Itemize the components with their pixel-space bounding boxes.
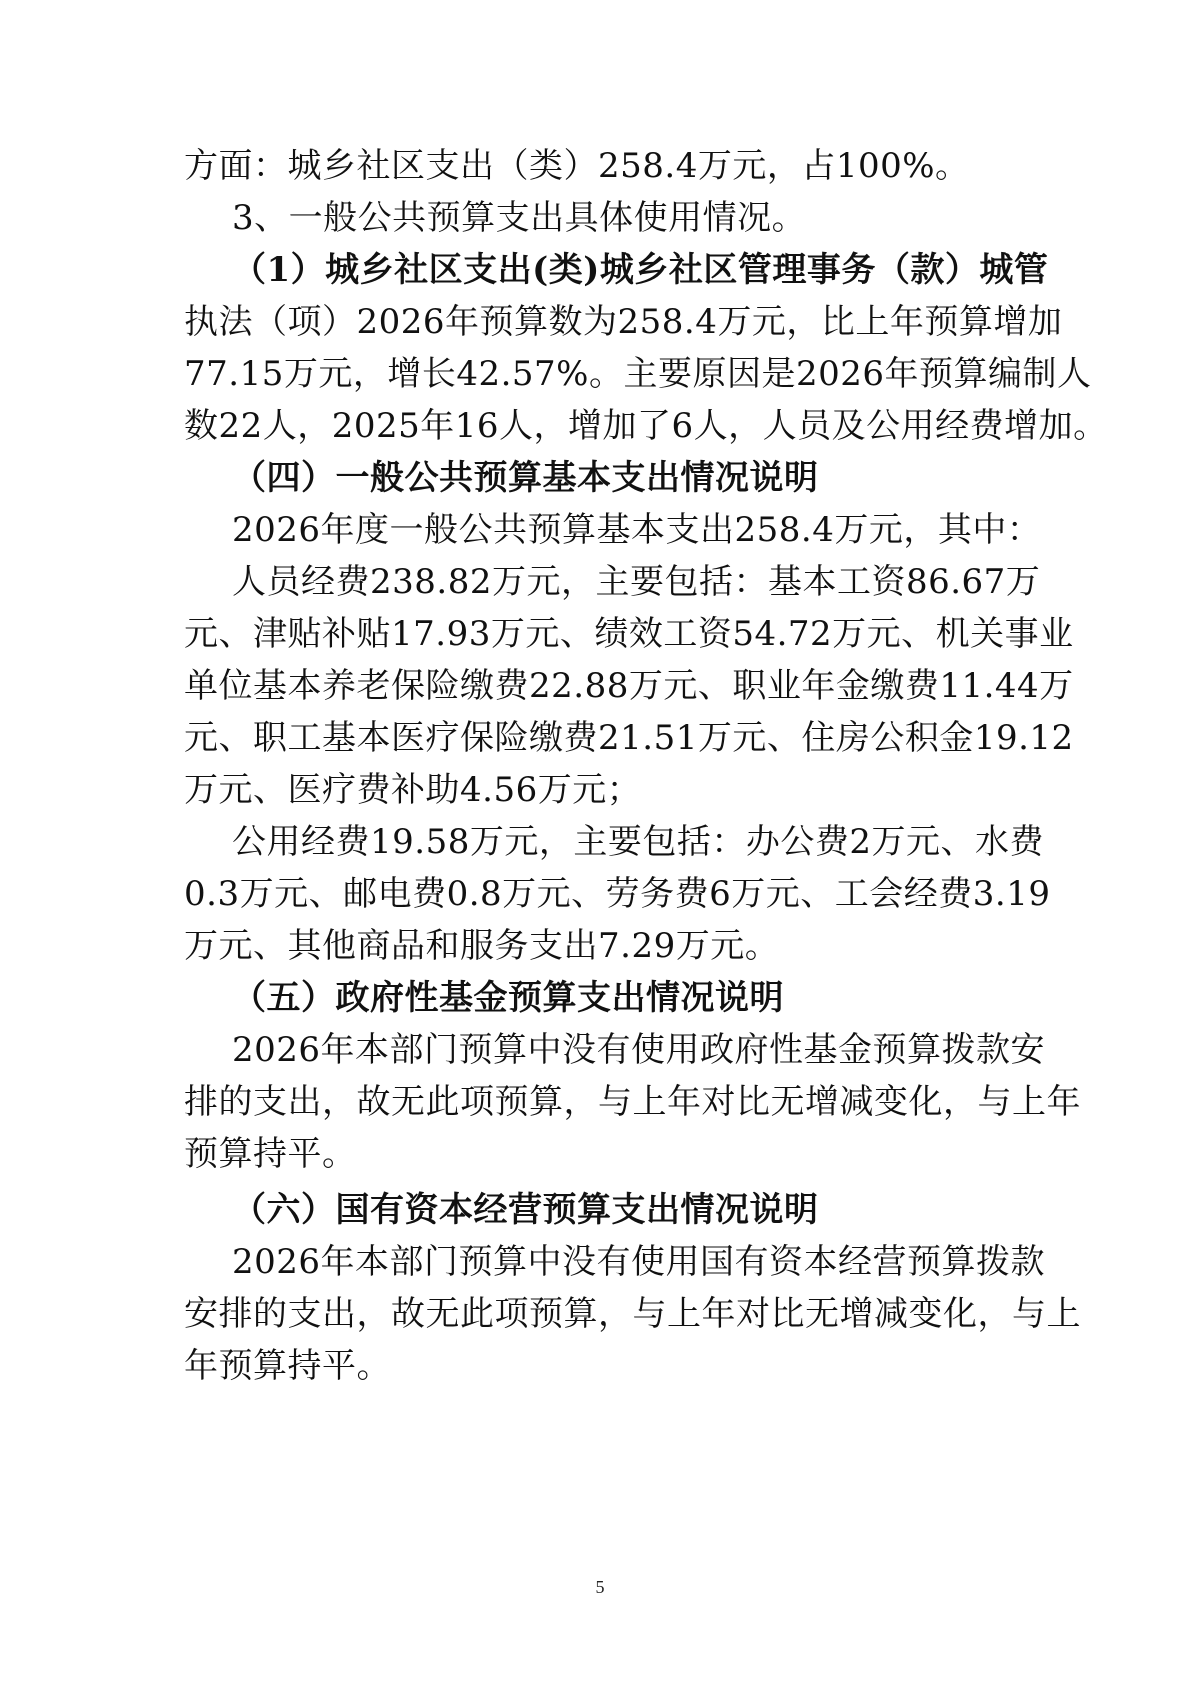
paragraph-line: 数22人，2025年16人，增加了6人，人员及公用经费增加。 xyxy=(184,406,1108,446)
paragraph-line: 排的支出，故无此项预算，与上年对比无增减变化，与上年 xyxy=(184,1082,1081,1122)
paragraph-line: 2026年本部门预算中没有使用政府性基金预算拨款安 xyxy=(232,1030,1046,1070)
paragraph-line: 77.15万元，增长42.57%。主要原因是2026年预算编制人 xyxy=(184,354,1092,394)
paragraph-line: 2026年本部门预算中没有使用国有资本经营预算拨款 xyxy=(232,1242,1046,1282)
paragraph-line: 年预算持平。 xyxy=(184,1346,391,1386)
section-heading: （五）政府性基金预算支出情况说明 xyxy=(232,978,784,1018)
paragraph-line: （1）城乡社区支出(类)城乡社区管理事务（款）城管 xyxy=(232,250,1049,290)
paragraph-line: 2026年度一般公共预算基本支出258.4万元，其中： xyxy=(232,510,1042,550)
paragraph-line: 3、一般公共预算支出具体使用情况。 xyxy=(232,198,807,238)
paragraph-line: 预算持平。 xyxy=(184,1134,357,1174)
paragraph-line: 安排的支出，故无此项预算，与上年对比无增减变化，与上 xyxy=(184,1294,1081,1334)
section-heading: （四）一般公共预算基本支出情况说明 xyxy=(232,458,819,498)
paragraph-line: 单位基本养老保险缴费22.88万元、职业年金缴费11.44万 xyxy=(184,666,1074,706)
paragraph-line: 0.3万元、邮电费0.8万元、劳务费6万元、工会经费3.19 xyxy=(184,874,1051,914)
paragraph-line: 元、职工基本医疗保险缴费21.51万元、住房公积金19.12 xyxy=(184,718,1074,758)
section-heading: （六）国有资本经营预算支出情况说明 xyxy=(232,1190,819,1230)
paragraph-line: 方面：城乡社区支出（类）258.4万元，占100%。 xyxy=(184,146,970,186)
paragraph-line: 万元、其他商品和服务支出7.29万元。 xyxy=(184,926,780,966)
paragraph-line: 公用经费19.58万元，主要包括：办公费2万元、水费 xyxy=(232,822,1044,862)
paragraph-line: 元、津贴补贴17.93万元、绩效工资54.72万元、机关事业 xyxy=(184,614,1074,654)
page-number: 5 xyxy=(595,1577,605,1597)
paragraph-line: 万元、医疗费补助4.56万元； xyxy=(184,770,642,810)
paragraph-line: 执法（项）2026年预算数为258.4万元，比上年预算增加 xyxy=(184,302,1063,342)
paragraph-line: 人员经费238.82万元，主要包括：基本工资86.67万 xyxy=(232,562,1041,602)
